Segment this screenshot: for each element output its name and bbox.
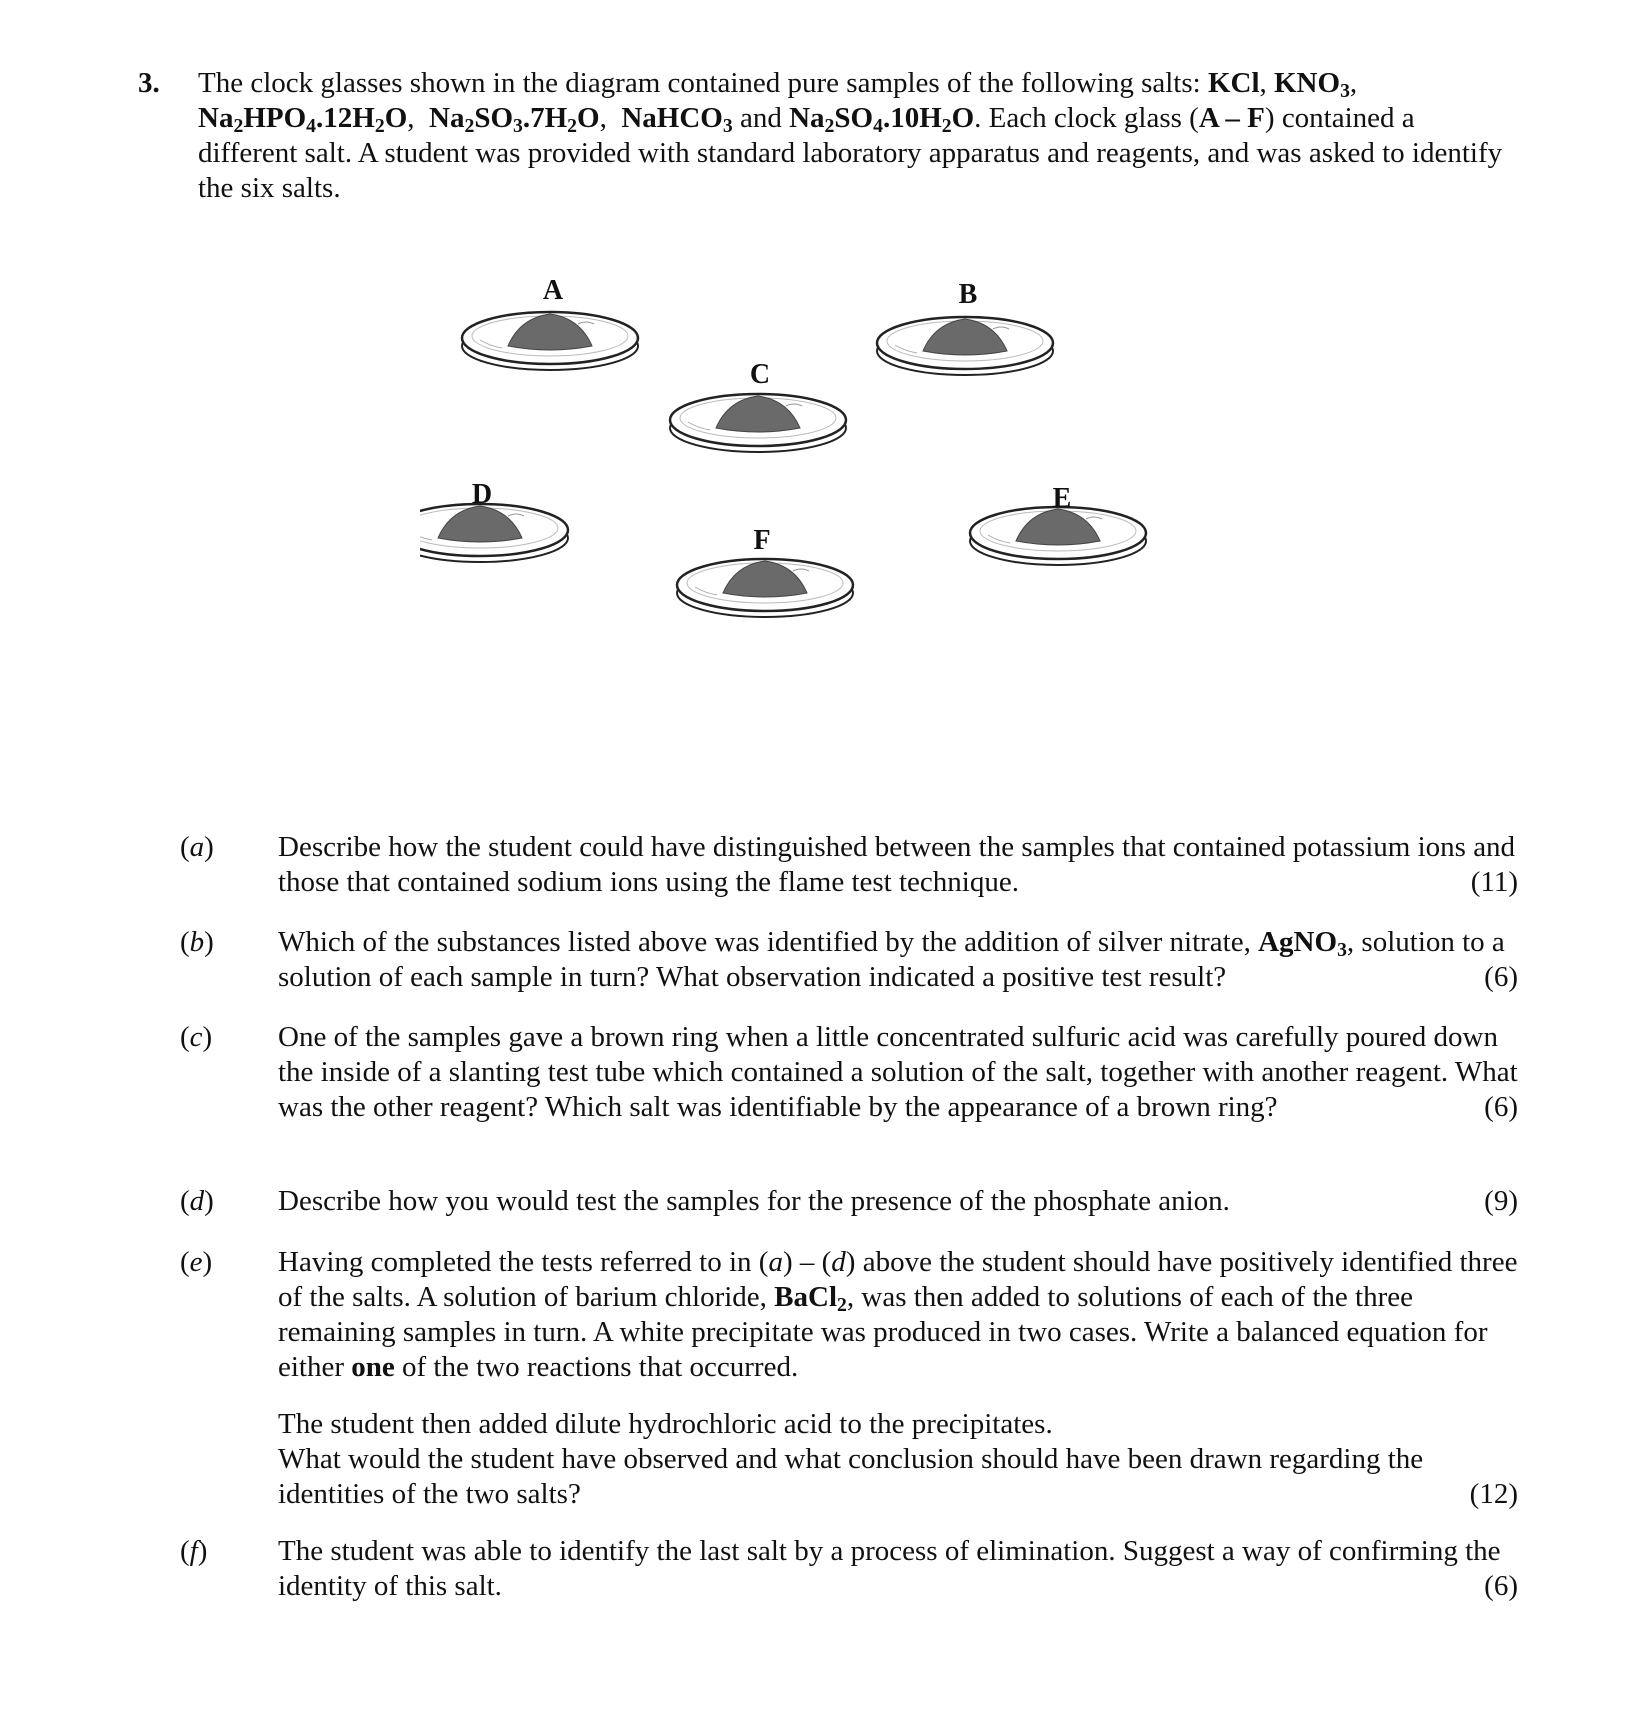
part-a-label: (a) [180, 831, 214, 863]
part-c-marks: (6) [1484, 1091, 1518, 1123]
dish-label-c: C [749, 359, 771, 390]
part-e-text [278, 1245, 1518, 1512]
dish-d [420, 504, 568, 562]
part-e-paragraph-2: The student then added dilute hydrochloric acid to the precipitates. What would the student have observed and what conclusion should have been drawn regarding the identities of the two salts? (12) [278, 1408, 1518, 1510]
dish-label-b: B [958, 279, 978, 310]
salt-kcl: KCl [1207, 67, 1260, 99]
part-d-body: Describe how you would test the samples for the presence of the phosphate anion. [278, 1185, 1230, 1217]
part-f-text [278, 1534, 1518, 1604]
part-d-label: (d) [180, 1185, 214, 1217]
clock-glass-drawing [420, 285, 1270, 705]
salt-nahco3: NaHCO$_3$ [621, 102, 733, 137]
part-f-label: (f) [180, 1535, 208, 1567]
dish-c [670, 394, 846, 452]
part-b-label: (b) [180, 926, 214, 958]
salt-kno3: $KNO_3$ [1274, 67, 1350, 102]
salt-na2hpo4: $Na_2HPO_4.12H_2O$ [198, 102, 408, 137]
part-f-marks: (6) [1484, 1570, 1518, 1602]
dish-label-d: D [471, 479, 493, 510]
part-c-label: (c) [180, 1021, 213, 1053]
part-d-text [278, 1184, 1518, 1219]
dish-label-f: F [753, 525, 771, 556]
part-b-text [278, 925, 1518, 995]
part-b-marks: (6) [1484, 961, 1518, 993]
intro-text-start: The clock glasses shown in the diagram contained pure samples of the following salts: [198, 67, 1208, 99]
intro-text-mid: . Each clock glass ( [974, 102, 1199, 134]
part-e-label: (e) [180, 1246, 213, 1278]
part-c-body: One of the samples gave a brown ring when a little concentrated sulfuric acid was carefully poured down the inside of a slanting test tube which contained a solution of the salt, together with another reagent. What was the other reagent? Which salt was identifiable by the appearance of a brown ring? [278, 1021, 1518, 1123]
reagent-bacl2: BaCl$_2$ [774, 1281, 847, 1316]
dish-label-e: E [1052, 483, 1072, 514]
question-number: 3. [138, 67, 160, 99]
dish-label-a: A [542, 275, 564, 306]
part-e-marks: (12) [1469, 1478, 1518, 1510]
part-a-body: Describe how the student could have distinguished between the samples that contained potassium ions and those that contained sodium ions using the flame test technique. [278, 831, 1516, 898]
salt-na2so4: $Na_2SO_4.10H_2O$ [789, 102, 975, 137]
dish-b [877, 317, 1053, 375]
dish-f [677, 559, 853, 617]
intro-and: and [739, 102, 782, 134]
dish-a [462, 312, 638, 370]
dish-range: A – F [1198, 102, 1265, 134]
part-a-text [278, 830, 1518, 900]
part-c-text [278, 1020, 1518, 1125]
intro-text-end: ) contained a different salt. A student was provided with standard laboratory apparatus and reagents, and was asked to identify the six salts. [198, 102, 1503, 204]
part-b-body-2: , solution to a solution of each sample in turn? What observation indicated a positive test result? [278, 926, 1505, 993]
part-b-body-1: Which of the substances listed above was identified by the addition of silver nitrate, [278, 926, 1259, 958]
salt-na2so3: $Na_2SO_3.7H_2O$ [429, 102, 600, 137]
part-d-marks: (9) [1484, 1185, 1518, 1217]
part-a-marks: (11) [1470, 866, 1518, 898]
question-intro: The clock glasses shown in the diagram contained pure samples of the following salts: KCl, $KNO_3$, $Na_2HPO_4.12H_2O$, $Na_2SO_3.7H_2O$, NaHCO$_3$ and $Na_2SO_4.10H_2O$. Each clock glass (A – F) contained a different salt. A student was provided with standard laboratory apparatus and reagents, and was asked to identify the six salts. [198, 67, 1503, 204]
clock-glass-diagram [420, 275, 1270, 705]
dish-e [970, 507, 1146, 565]
part-e-paragraph-1: Having completed the tests referred to in (a) – (d) above the student should have positively identified three of the salts. A solution of barium chloride, BaCl$_2$, was then added to solutions of each of the three remaining samples in turn. A white precipitate was produced in two cases. Write a balanced equation for either one of the two reactions that occurred. [278, 1246, 1518, 1383]
part-f-body: The student was able to identify the last salt by a process of elimination. Suggest a way of confirming the identity of this salt. [278, 1535, 1501, 1602]
reagent-agno3: AgNO$_3$ [1258, 926, 1347, 961]
